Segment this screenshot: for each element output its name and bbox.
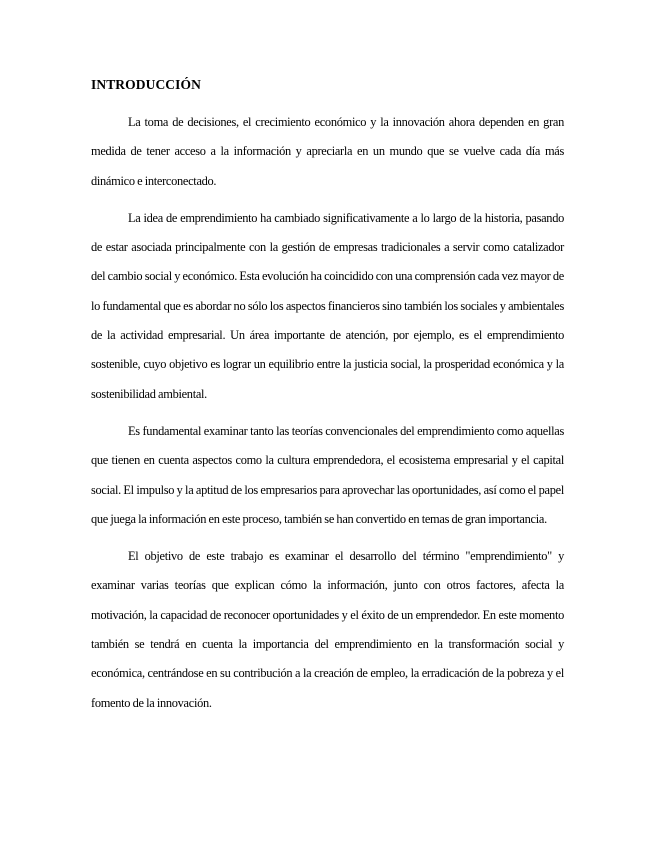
paragraph-2: La idea de emprendimiento ha cambiado significativamente a lo largo de la historia, pasando de estar asociada principalmente con la gestión de empresas tradicionales a servir como catalizador del cambio social y económico. Esta evolución ha coincidido con una comprensión cada vez mayor de lo fundamental que es abordar no sólo los aspectos financieros sino también los sociales y ambientales de la actividad empresarial. Un área importante de atención, por ejemplo, es el emprendimiento sostenible, cuyo objetivo es lograr un equilibrio entre la justicia social, la prosperidad económica y la sostenibilidad ambiental.	[91, 210, 564, 401]
paragraph-1: La toma de decisiones, el crecimiento económico y la innovación ahora dependen en gran medida de tener acceso a la información y apreciarla en un mundo que se vuelve cada día más dinámico e interconectado.	[91, 115, 564, 188]
section-heading: INTRODUCCIÓN	[91, 77, 201, 92]
paragraph-4: El objetivo de este trabajo es examinar el desarrollo del término "emprendimiento" y examinar varias teorías que explican cómo la información, junto con otros factores, afecta la motivación, la capacidad de reconocer oportunidades y el éxito de un emprendedor. En este momento también se tendrá en cuenta la importancia del emprendimiento en la transformación social y económica, centrándose en su contribución a la creación de empleo, la erradicación de la pobreza y el fomento de la innovación.	[91, 549, 564, 710]
body-text	[91, 108, 564, 718]
paragraph-3: Es fundamental examinar tanto las teorías convencionales del emprendimiento como aquellas que tienen en cuenta aspectos como la cultura emprendedora, el ecosistema empresarial y el capital social. El impulso y la aptitud de los empresarios para aprovechar las oportunidades, así como el papel que juega la información en este proceso, también se han convertido en temas de gran importancia.	[91, 423, 564, 526]
